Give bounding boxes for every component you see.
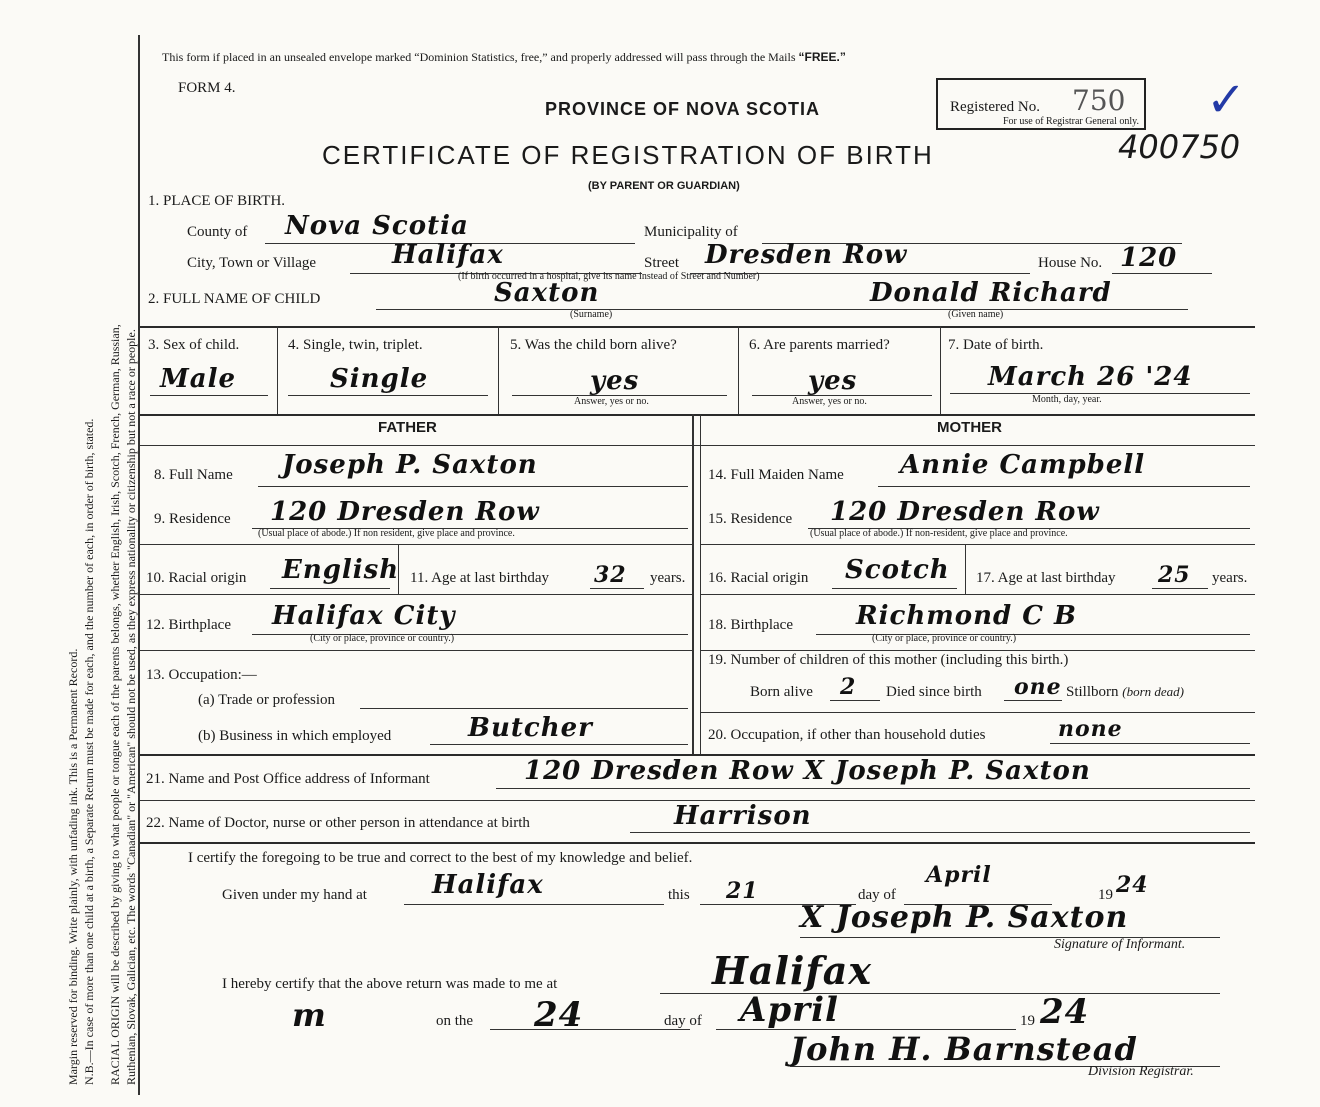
informant-signature: X Joseph P. Saxton xyxy=(800,900,1129,935)
died-since-birth-value: one xyxy=(1014,674,1062,700)
mother-name-value: Annie Campbell xyxy=(900,450,1146,480)
street-value: Dresden Row xyxy=(705,240,908,270)
died-since-birth-label: Died since birth xyxy=(886,684,982,700)
registration-year: 24 xyxy=(1040,992,1090,1032)
father-age-unit: years. xyxy=(650,570,686,586)
mother-birthplace-value: Richmond C B xyxy=(856,601,1077,631)
mother-residence-label: 15. Residence xyxy=(708,511,793,527)
house-label: House No. xyxy=(1038,255,1103,271)
father-heading: FATHER xyxy=(378,419,437,436)
page-subtitle: (BY PARENT OR GUARDIAN) xyxy=(588,180,740,192)
informant-signature-caption: Signature of Informant. xyxy=(1054,937,1186,952)
margin-note-1: Margin reserved for binding. Write plainly, with unfading ink. This is a Permanent Record. xyxy=(66,648,80,1085)
registration-day-of-label: day of xyxy=(664,1013,702,1029)
informant-value: 120 Dresden Row X Joseph P. Saxton xyxy=(524,756,1091,786)
plurality-label: 4. Single, twin, triplet. xyxy=(288,337,423,353)
given-month: April xyxy=(926,862,992,888)
business-value: Butcher xyxy=(468,713,593,743)
city-value: Halifax xyxy=(392,240,504,270)
mother-heading: MOTHER xyxy=(937,419,1002,436)
mother-occupation-value: none xyxy=(1058,716,1123,742)
parents-married-label: 6. Are parents married? xyxy=(749,337,890,353)
father-residence-caption: (Usual place of abode.) If non resident, give place and province. xyxy=(258,528,515,539)
given-day-of-label: day of xyxy=(858,887,896,903)
mother-age-value: 25 xyxy=(1158,562,1191,588)
date-of-birth-label: 7. Date of birth. xyxy=(948,337,1044,353)
margin-note-3: RACIAL ORIGIN will be described by giving to what people or tongue each of the parents belongs, whether English, Irish, Scotch, French, German, Russian, xyxy=(108,324,122,1085)
hospital-note: (If birth occurred in a hospital, give its name instead of Street and Number) xyxy=(458,271,760,282)
registered-number: 750 xyxy=(1072,84,1126,117)
county-value: Nova Scotia xyxy=(285,211,469,241)
sex-label: 3. Sex of child. xyxy=(148,337,240,353)
registration-year-prefix: 19 xyxy=(1020,1013,1035,1029)
check-mark-icon: ✓ xyxy=(1206,72,1247,128)
child-name-label: 2. FULL NAME OF CHILD xyxy=(148,291,321,307)
date-of-birth-caption: Month, day, year. xyxy=(1032,394,1102,405)
given-name-caption: (Given name) xyxy=(948,309,1004,320)
mother-residence-caption: (Usual place of abode.) If non-resident, give place and province. xyxy=(810,528,1068,539)
margin-note-4: Ruthenian, Slovak, Galician, etc. The words "Canadian" or "American" should not be used, as they express nationality or citizenship but not a race or people. xyxy=(124,329,138,1085)
born-alive-label: 5. Was the child born alive? xyxy=(510,337,677,353)
given-day: 21 xyxy=(726,878,759,904)
doctor-value: Harrison xyxy=(674,801,812,831)
house-value: 120 xyxy=(1120,243,1178,273)
municipality-label: Municipality of xyxy=(644,224,738,240)
mother-name-label: 14. Full Maiden Name xyxy=(708,467,844,483)
father-age-value: 32 xyxy=(594,562,627,588)
mother-age-label: 17. Age at last birthday xyxy=(976,570,1116,586)
father-name-label: 8. Full Name xyxy=(154,467,233,483)
father-racial-label: 10. Racial origin xyxy=(146,570,247,586)
father-name-value: Joseph P. Saxton xyxy=(282,450,538,480)
mail-notice: This form if placed in an unsealed envelope marked “Dominion Statistics, free,” and properly addressed will pass through the Mails “FREE.” xyxy=(162,50,846,64)
registrar-place: Halifax xyxy=(712,948,873,993)
father-birthplace-caption: (City or place, province or country.) xyxy=(310,633,455,644)
children-count-label: 19. Number of children of this mother (including this birth.) xyxy=(708,652,1069,668)
mother-occupation-label: 20. Occupation, if other than household duties xyxy=(708,727,986,743)
registrar-note: For use of Registrar General only. xyxy=(1003,116,1139,127)
father-birthplace-value: Halifax City xyxy=(272,601,456,631)
left-border xyxy=(138,35,140,1095)
sex-value: Male xyxy=(160,364,237,394)
registered-label: Registered No. xyxy=(950,99,1040,115)
trade-label: (a) Trade or profession xyxy=(198,692,336,708)
mother-residence-value: 120 Dresden Row xyxy=(830,497,1100,527)
date-of-birth-value: March 26 '24 xyxy=(988,362,1193,392)
city-label: City, Town or Village xyxy=(187,255,317,271)
county-label: County of xyxy=(187,224,248,240)
occupation-label: 13. Occupation:— xyxy=(146,667,257,683)
plurality-value: Single xyxy=(330,364,429,394)
registration-month: April xyxy=(740,990,839,1030)
registration-day: 24 xyxy=(534,995,584,1035)
given-place: Halifax xyxy=(432,870,544,900)
born-alive-count-label: Born alive xyxy=(750,684,813,700)
parents-married-caption: Answer, yes or no. xyxy=(792,396,867,407)
certify-statement: I certify the foregoing to be true and correct to the best of my knowledge and belief. xyxy=(188,850,693,866)
province-heading: PROVINCE OF NOVA SCOTIA xyxy=(545,99,821,119)
given-label: Given under my hand at xyxy=(222,887,367,903)
registrar-mark: m xyxy=(292,996,327,1034)
father-racial-value: English xyxy=(282,555,400,585)
father-age-label: 11. Age at last birthday xyxy=(410,570,549,586)
born-alive-value: yes xyxy=(590,366,640,396)
father-residence-label: 9. Residence xyxy=(154,511,231,527)
mother-age-unit: years. xyxy=(1212,570,1248,586)
registrar-signature: John H. Barnstead xyxy=(790,1030,1138,1068)
street-label: Street xyxy=(644,255,679,271)
parents-married-value: yes xyxy=(808,366,858,396)
mother-birthplace-caption: (City or place, province or country.) xyxy=(872,633,1017,644)
child-given-name: Donald Richard xyxy=(870,278,1112,308)
on-the-label: on the xyxy=(436,1013,474,1029)
born-alive-caption: Answer, yes or no. xyxy=(574,396,649,407)
registrar-statement: I hereby certify that the above return was made to me at xyxy=(222,976,558,992)
stillborn-label: Stillborn (born dead) xyxy=(1066,684,1185,700)
born-alive-count-value: 2 xyxy=(840,674,857,700)
business-label: (b) Business in which employed xyxy=(198,728,392,744)
registrar-signature-caption: Division Registrar. xyxy=(1088,1064,1194,1079)
handwritten-register-number: 400750 xyxy=(1118,128,1241,166)
informant-label: 21. Name and Post Office address of Informant xyxy=(146,771,430,787)
father-birthplace-label: 12. Birthplace xyxy=(146,617,231,633)
surname-caption: (Surname) xyxy=(570,309,613,320)
page-title: CERTIFICATE OF REGISTRATION OF BIRTH xyxy=(322,140,934,170)
doctor-label: 22. Name of Doctor, nurse or other person in attendance at birth xyxy=(146,815,530,831)
margin-note-2: N.B.—In case of more than one child at a birth, a Separate Return must be made for each, and the number of each, in order of birth, stated. xyxy=(82,418,96,1085)
this-label: this xyxy=(668,887,690,903)
mother-racial-value: Scotch xyxy=(845,555,950,585)
form-number: FORM 4. xyxy=(178,80,236,96)
given-year-prefix: 19 xyxy=(1098,887,1113,903)
child-surname: Saxton xyxy=(494,278,600,308)
given-year: 24 xyxy=(1116,872,1149,898)
place-of-birth-heading: 1. PLACE OF BIRTH. xyxy=(148,193,286,209)
mother-birthplace-label: 18. Birthplace xyxy=(708,617,793,633)
father-residence-value: 120 Dresden Row xyxy=(270,497,540,527)
mother-racial-label: 16. Racial origin xyxy=(708,570,809,586)
